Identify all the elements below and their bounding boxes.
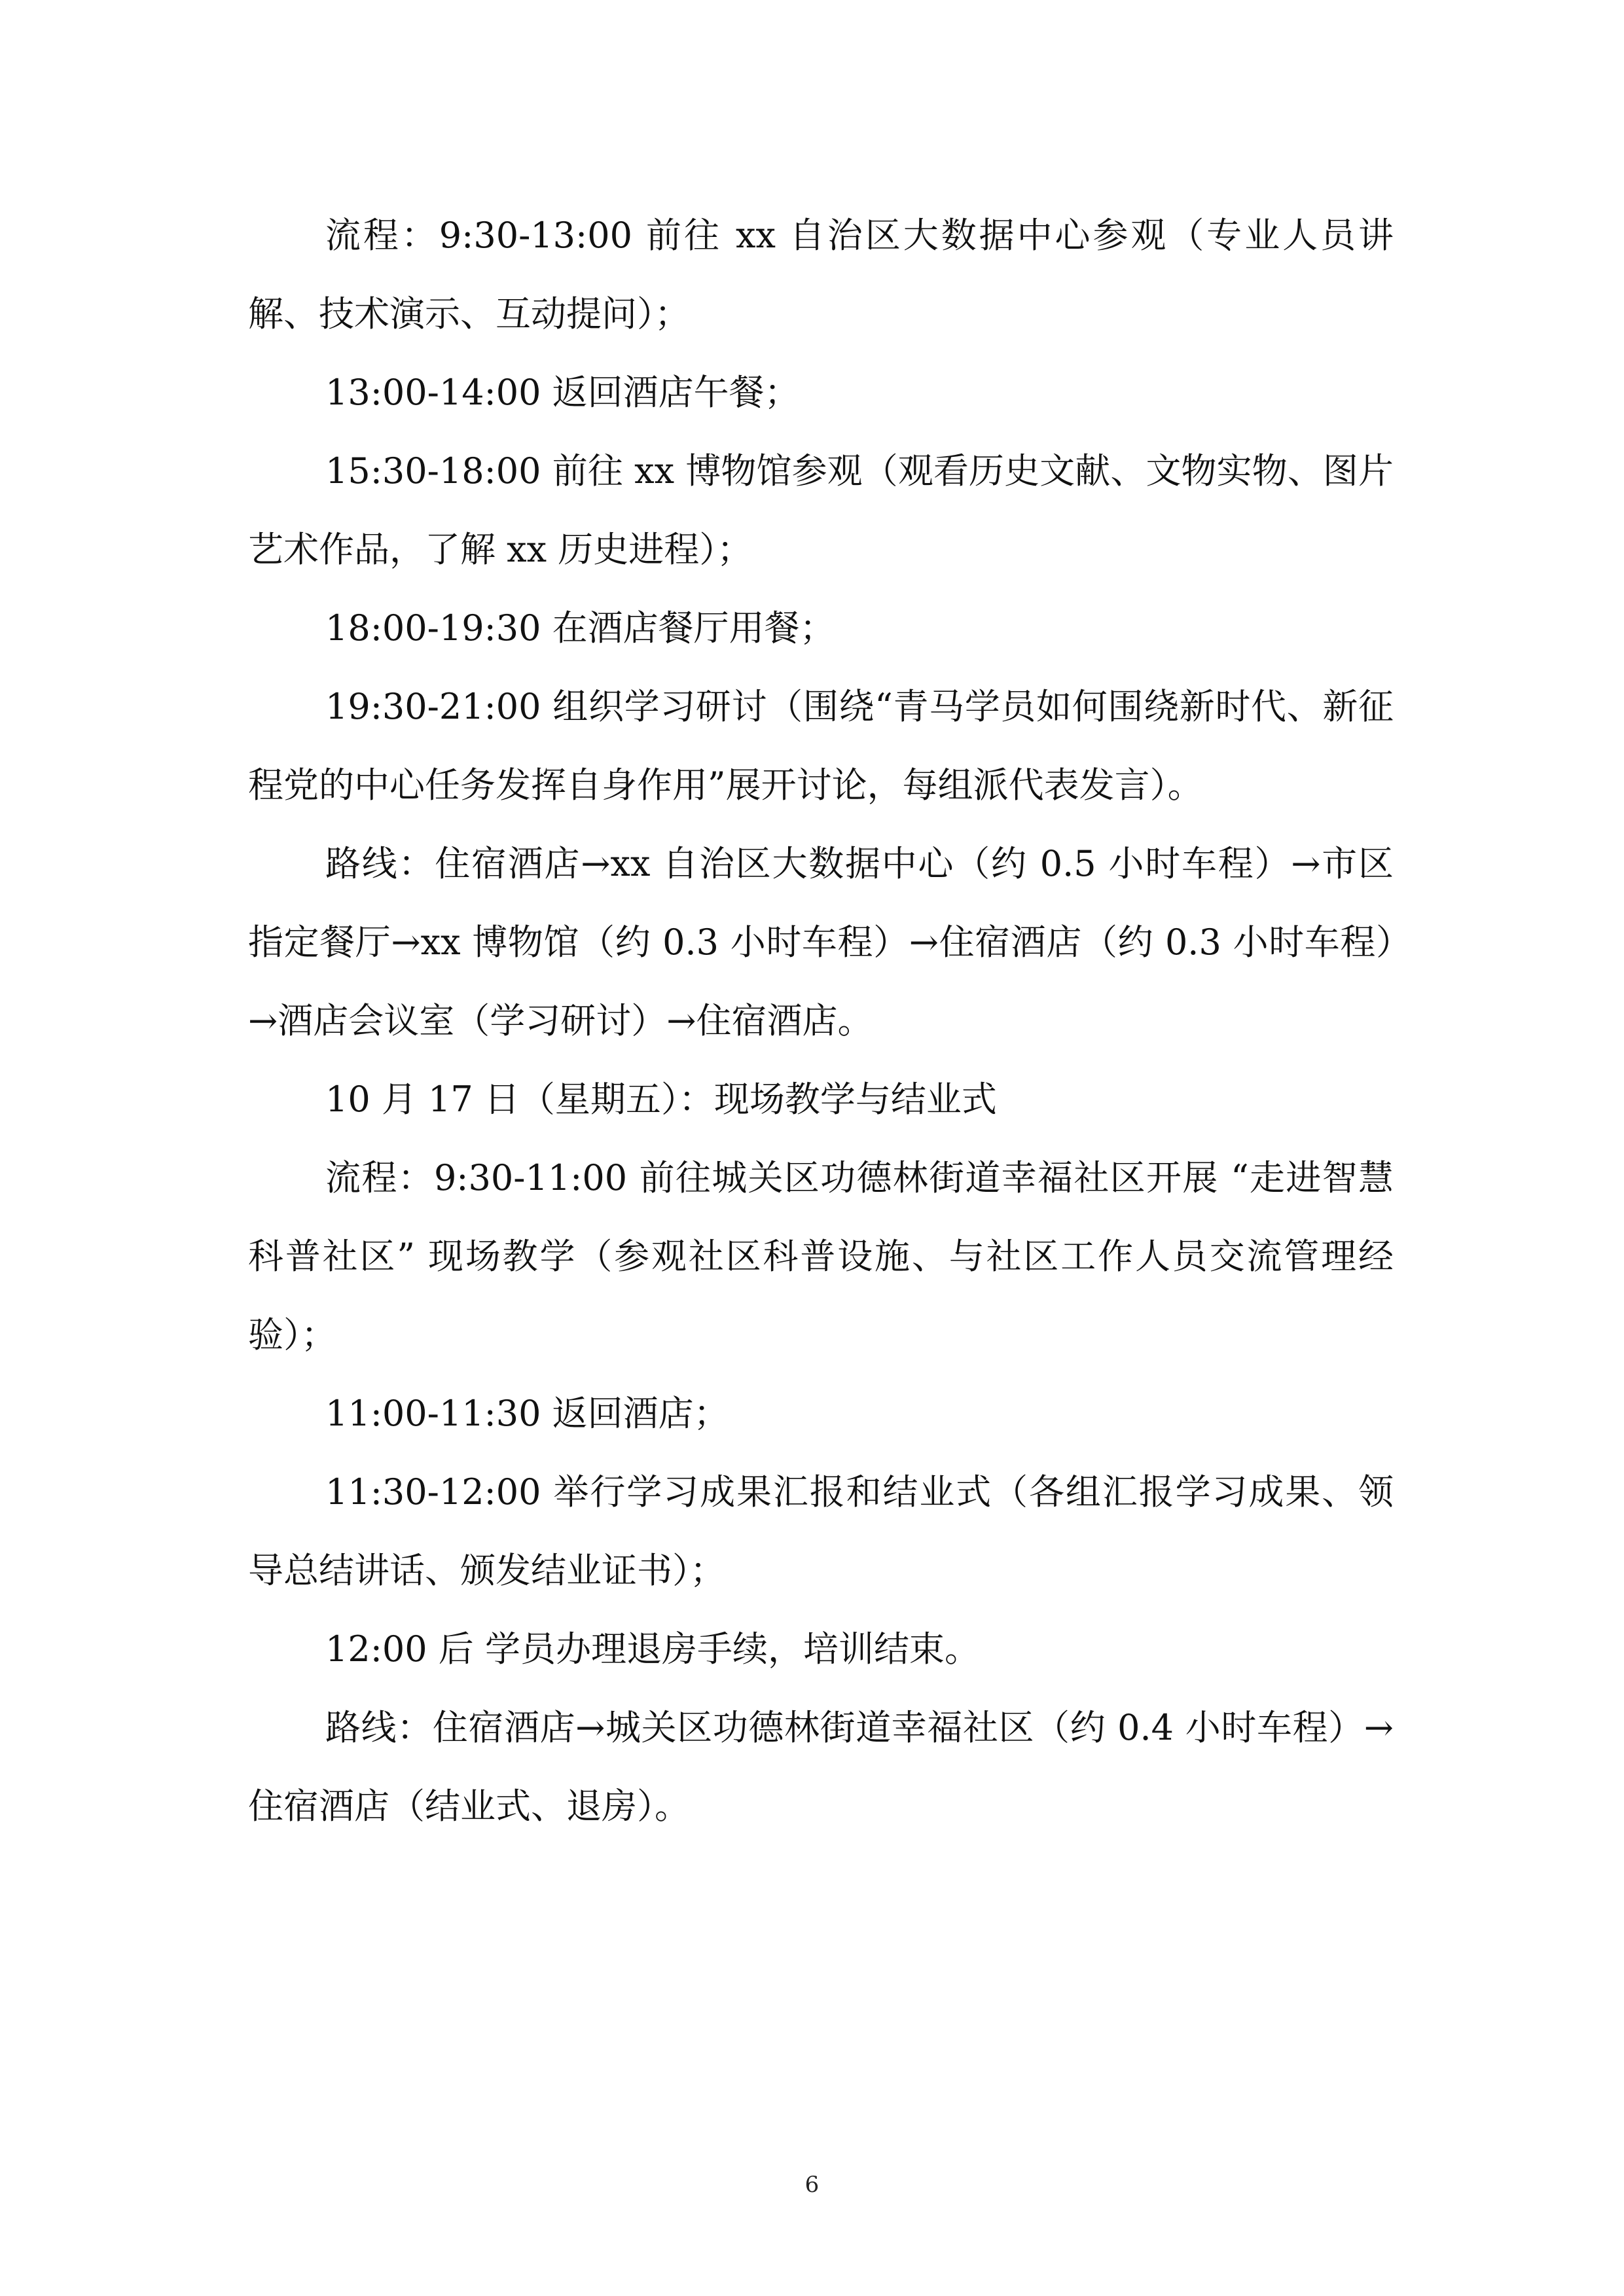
document-body <box>248 196 1394 1846</box>
paragraph-lunch: 13:00-14:00 返回酒店午餐； <box>325 372 800 413</box>
paragraph-date-heading: 10 月 17 日（星期五）：现场教学与结业式 <box>325 1079 997 1120</box>
paragraph-dinner: 18:00-19:30 在酒店餐厅用餐； <box>325 607 835 649</box>
paragraph-study-seminar: 19:30-21:00 组织学习研讨（围绕“青马学员如何围绕新时代、新征程党的中心任务发挥自身作用”展开讨论，每组派代表发言）。 <box>248 686 1394 806</box>
paragraph-route-final: 路线：住宿酒店→城关区功德林街道幸福社区（约 0.4 小时车程）→住宿酒店（结业式、退房）。 <box>248 1707 1394 1827</box>
paragraph-community-teaching: 流程：9:30-11:00 前往城关区功德林街道幸福社区开展 “走进智慧科普社区” 现场教学（参观社区科普设施、与社区工作人员交流管理经验）； <box>248 1157 1394 1355</box>
paragraph-day-flow: 流程：9:30-13:00 前往 xx 自治区大数据中心参观（专业人员讲解、技术演示、互动提问）； <box>248 215 1394 334</box>
paragraph-checkout: 12:00 后 学员办理退房手续，培训结束。 <box>325 1628 980 1670</box>
paragraph-museum-visit: 15:30-18:00 前往 xx 博物馆参观（观看历史文献、文物实物、图片艺术作品，了解 xx 历史进程）； <box>248 450 1394 570</box>
paragraph-return-hotel: 11:00-11:30 返回酒店； <box>325 1393 729 1434</box>
paragraph-route-day: 路线：住宿酒店→xx 自治区大数据中心（约 0.5 小时车程）→市区指定餐厅→xx 博物馆（约 0.3 小时车程）→住宿酒店（约 0.3 小时车程）→酒店会议室（学习研讨）→住宿酒店。 <box>248 843 1394 1041</box>
paragraph-graduation: 11:30-12:00 举行学习成果汇报和结业式（各组汇报学习成果、领导总结讲话、颁发结业证书）； <box>248 1471 1394 1591</box>
page-number: 6 <box>804 2172 820 2198</box>
